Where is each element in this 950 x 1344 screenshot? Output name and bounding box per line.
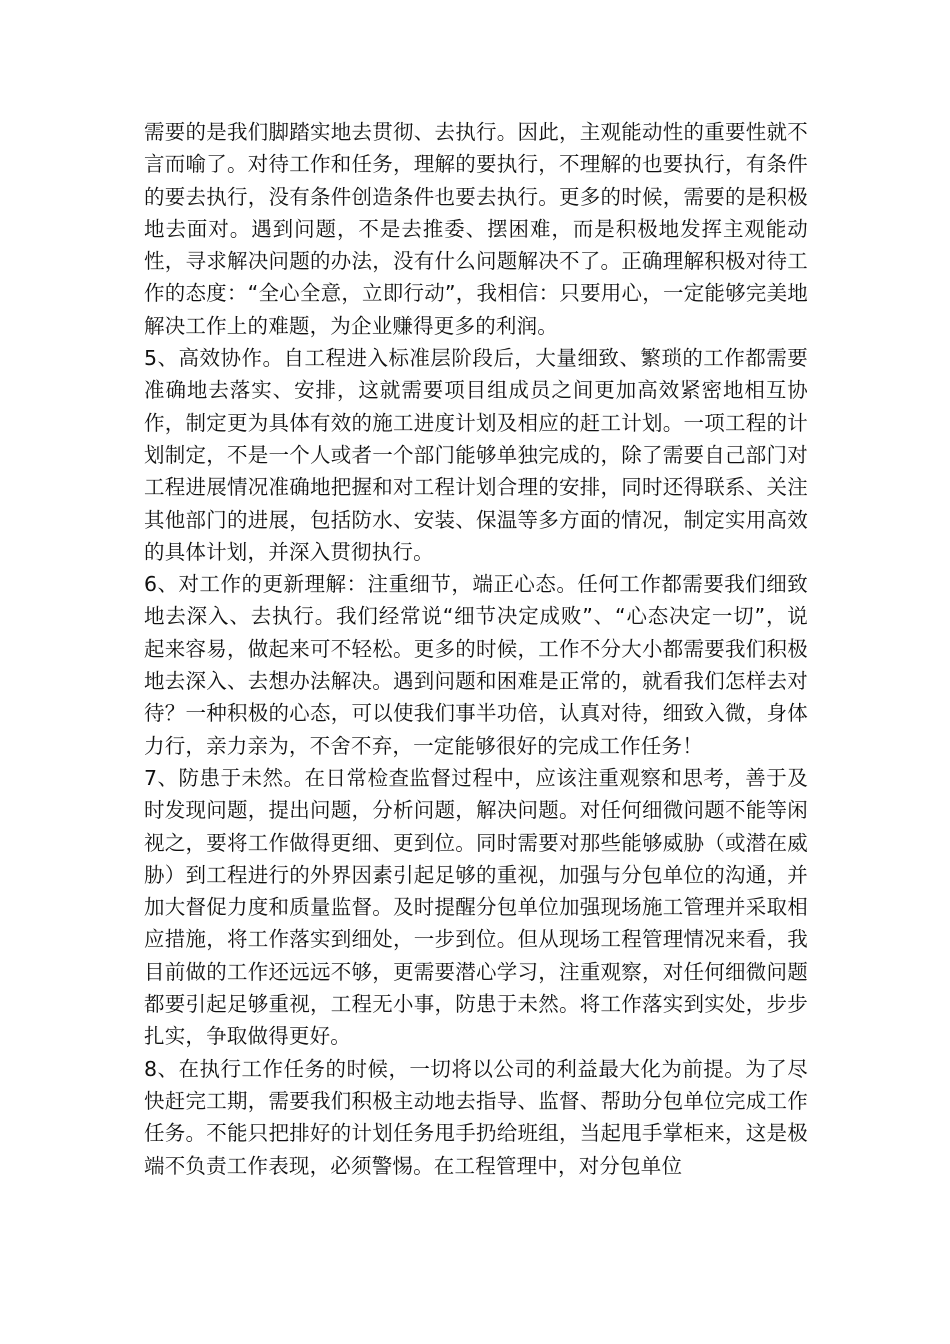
- paragraph-item-8: 8、在执行工作任务的时候，一切将以公司的利益最大化为前提。为了尽快赶完工期，需要我们积极主动地去指导、监督、帮助分包单位完成工作任务。不能只把排好的计划任务甩手扔给班组，当起甩手掌柜来，这是极端不负责工作表现，必须警惕。在工程管理中，对分包单位: [144, 1056, 808, 1178]
- paragraph-item-5: 5、高效协作。自工程进入标准层阶段后，大量细致、繁琐的工作都需要准确地去落实、安排，这就需要项目组成员之间更加高效紧密地相互协作，制定更为具体有效的施工进度计划及相应的赶工计划。一项工程的计划制定，不是一个人或者一个部门能够单独完成的，除了需要自己部门对工程进展情况准确地把握和对工程计划合理的安排，同时还得联系、关注其他部门的进展，包括防水、安装、保温等多方面的情况，制定实用高效的具体计划，并深入贯彻执行。: [144, 346, 808, 564]
- document-body: [144, 116, 808, 1182]
- paragraph-continuation: 需要的是我们脚踏实地去贯彻、去执行。因此，主观能动性的重要性就不言而喻了。对待工作和任务，理解的要执行，不理解的也要执行，有条件的要去执行，没有条件创造条件也要去执行。更多的时候，需要的是积极地去面对。遇到问题，不是去推委、摆困难，而是积极地发挥主观能动性，寻求解决问题的办法，没有什么问题解决不了。正确理解积极对待工作的态度：“全心全意，立即行动”，我相信：只要用心，一定能够完美地解决工作上的难题，为企业赚得更多的利润。: [144, 120, 808, 338]
- paragraph-item-7: 7、防患于未然。在日常检查监督过程中，应该注重观察和思考，善于及时发现问题，提出问题，分析问题，解决问题。对任何细微问题不能等闲视之，要将工作做得更细、更到位。同时需要对那些能够威胁（或潜在威胁）到工程进行的外界因素引起足够的重视，加强与分包单位的沟通，并加大督促力度和质量监督。及时提醒分包单位加强现场施工管理并采取相应措施，将工作落实到细处，一步到位。但从现场工程管理情况来看，我目前做的工作还远远不够，更需要潜心学习，注重观察，对任何细微问题都要引起足够重视，工程无小事，防患于未然。将工作落实到实处，步步扎实，争取做得更好。: [144, 765, 808, 1049]
- paragraph-item-6: 6、对工作的更新理解：注重细节，端正心态。任何工作都需要我们细致地去深入、去执行。我们经常说“细节决定成败”、“心态决定一切”，说起来容易，做起来可不轻松。更多的时候，工作不分大小都需要我们积极地去深入、去想办法解决。遇到问题和困难是正常的，就看我们怎样去对待？一种积极的心态，可以使我们事半功倍，认真对待，细致入微，身体力行，亲力亲为，不舍不弃，一定能够很好的完成工作任务！: [144, 572, 808, 758]
